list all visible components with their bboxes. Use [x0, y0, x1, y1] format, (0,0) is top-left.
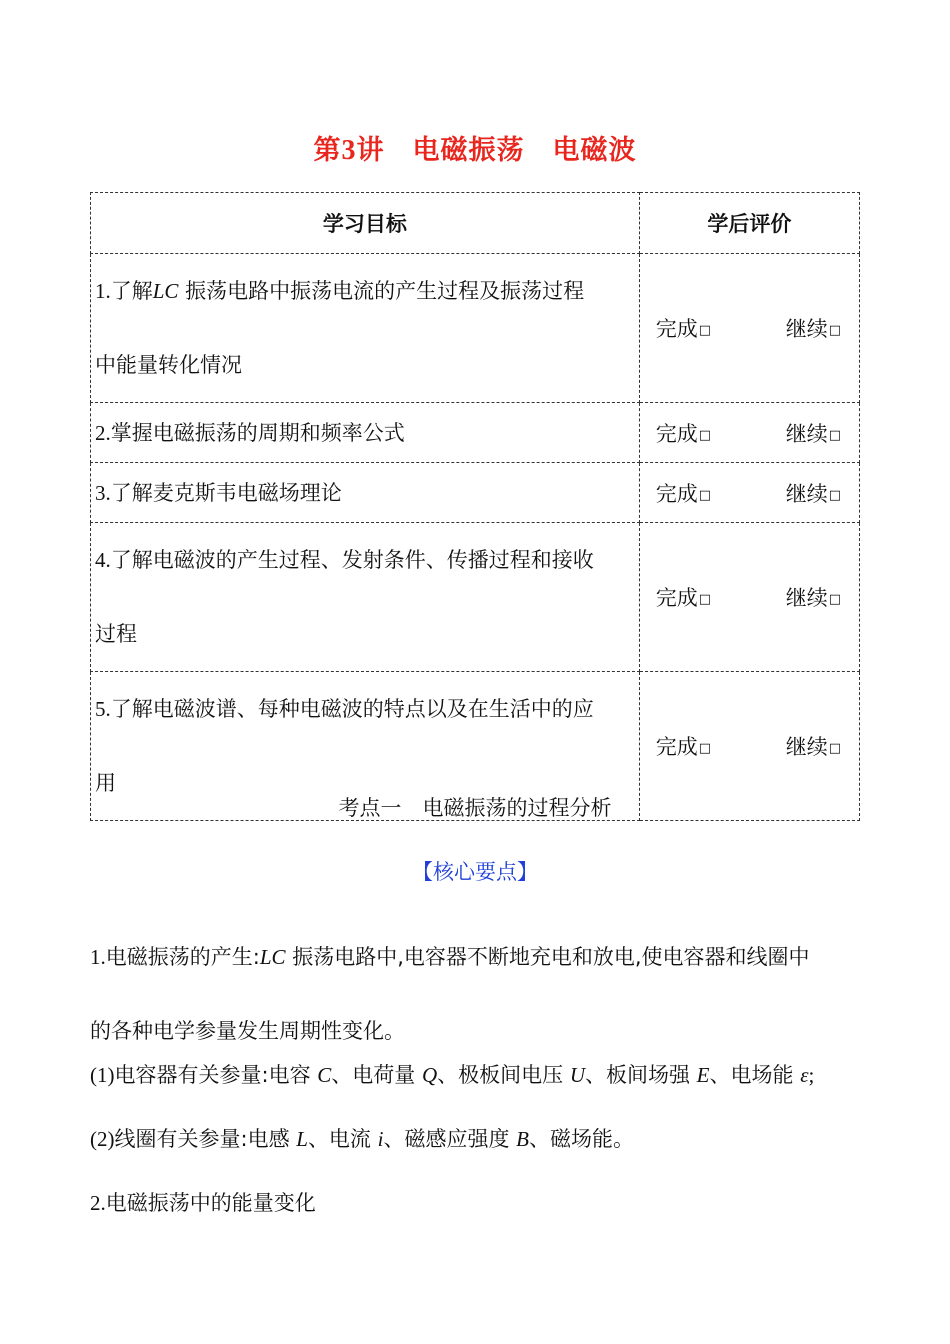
checkbox-icon[interactable]: □: [698, 323, 711, 338]
table-row: [91, 403, 860, 463]
complete-label: 完成: [655, 421, 698, 446]
continue-option[interactable]: [786, 582, 841, 612]
complete-label: 完成: [655, 481, 698, 506]
goal-cell: [91, 403, 640, 463]
checkbox-icon[interactable]: □: [828, 741, 841, 756]
page-title: [0, 128, 950, 167]
learning-goals-table: [90, 192, 860, 821]
continue-option[interactable]: [786, 478, 841, 508]
evaluation-cell: [639, 403, 859, 463]
para-text: 、磁场能。: [528, 1127, 634, 1151]
continue-label: 继续: [785, 481, 828, 506]
para-text: 、电荷量: [331, 1063, 422, 1087]
para-number: 2.: [90, 1191, 106, 1215]
goal-number: 5.: [95, 697, 111, 721]
complete-option[interactable]: [656, 582, 711, 612]
evaluation-cell: [639, 523, 859, 672]
symbol-c: C: [317, 1063, 332, 1087]
goal-number: 1.: [95, 279, 111, 303]
table-header-row: [91, 193, 860, 254]
goal-text: 掌握电磁振荡的周期和频率公式: [110, 420, 405, 445]
goal-text-line2: 用: [95, 771, 116, 795]
para-number: 1.: [90, 945, 106, 969]
para-text: 电磁振荡的产生:: [105, 945, 260, 969]
complete-option[interactable]: [656, 418, 711, 448]
goal-text: 了解电磁波谱、每种电磁波的特点以及在生活中的应: [110, 697, 594, 721]
para-text: 、极板间电压: [437, 1063, 570, 1087]
checkbox-icon[interactable]: □: [698, 427, 711, 443]
title-topic-2: 电磁波: [552, 135, 637, 166]
goal-number: 4.: [95, 548, 111, 572]
complete-option[interactable]: [656, 313, 711, 343]
para-text: 、电场能: [709, 1063, 801, 1087]
para-text: 、电流: [307, 1127, 378, 1151]
symbol-b: B: [516, 1127, 529, 1151]
goal-lc: LC: [152, 279, 179, 303]
paragraph-3: [90, 1124, 870, 1154]
para-punct: ;: [808, 1063, 815, 1087]
continue-label: 继续: [785, 586, 828, 610]
para-number: (2): [90, 1127, 115, 1151]
complete-option[interactable]: [656, 478, 711, 508]
complete-option[interactable]: [656, 731, 711, 761]
checkbox-icon[interactable]: □: [828, 427, 841, 443]
checkbox-icon[interactable]: □: [828, 592, 841, 607]
title-topic-1: 电磁振荡: [412, 135, 525, 166]
evaluation-cell: [639, 254, 859, 403]
table-row: [91, 254, 860, 403]
checkbox-icon[interactable]: □: [698, 592, 711, 607]
goal-number: 2.: [95, 420, 111, 445]
continue-label: 继续: [785, 735, 828, 759]
checkbox-icon[interactable]: □: [828, 487, 841, 503]
goal-text: 振荡电路中振荡电流的产生过程及振荡过程: [178, 279, 585, 303]
paragraph-2: [90, 1060, 870, 1090]
title-lecture-number: 3: [341, 135, 357, 166]
para-text: 电磁振荡中的能量变化: [105, 1191, 316, 1215]
header-evaluation: 学后评价: [639, 193, 859, 254]
table-row: [91, 523, 860, 672]
continue-option[interactable]: [786, 313, 841, 343]
para-text: 、磁感应强度: [383, 1127, 517, 1151]
symbol-e: E: [696, 1063, 710, 1087]
title-prefix: 第: [313, 135, 342, 166]
continue-option[interactable]: [786, 418, 841, 448]
para-text: 电容器有关参量:电容: [114, 1063, 318, 1087]
symbol-epsilon: ε: [800, 1063, 809, 1087]
symbol-i: i: [377, 1127, 384, 1151]
continue-label: 继续: [785, 317, 828, 341]
paragraph-1: [90, 920, 870, 1068]
para-text: 振荡电路中,电容器不断地充电和放电,使电容器和线圈中: [285, 945, 810, 969]
key-points-heading: 【核心要点】: [412, 860, 538, 884]
goal-text: 了解电磁波的产生过程、发射条件、传播过程和接收: [110, 548, 594, 572]
goal-text: 了解麦克斯韦电磁场理论: [110, 480, 342, 505]
section-title: 考点一 电磁振荡的过程分析: [338, 796, 612, 820]
title-suffix: 讲: [356, 135, 385, 166]
goal-text-line2: 中能量转化情况: [95, 353, 242, 377]
symbol-l: L: [296, 1127, 308, 1151]
para-text: 线圈有关参量:电感: [114, 1127, 297, 1151]
goal-cell: [91, 463, 640, 523]
para-number: (1): [90, 1063, 115, 1087]
checkbox-icon[interactable]: □: [698, 487, 711, 503]
complete-label: 完成: [655, 317, 698, 341]
complete-label: 完成: [655, 586, 698, 610]
continue-option[interactable]: [786, 731, 841, 761]
table-row: [91, 463, 860, 523]
complete-label: 完成: [655, 735, 698, 759]
para-text: 、板间场强: [584, 1063, 697, 1087]
goal-cell: [91, 254, 640, 403]
checkbox-icon[interactable]: □: [828, 323, 841, 338]
para-lc: LC: [259, 945, 286, 969]
goal-text: 了解: [110, 279, 153, 303]
header-learning-goal: 学习目标: [91, 193, 640, 254]
checkbox-icon[interactable]: □: [698, 741, 711, 756]
paragraph-4: [90, 1188, 870, 1218]
goal-number: 3.: [95, 480, 111, 505]
evaluation-cell: [639, 463, 859, 523]
para-text-line2: 的各种电学参量发生周期性变化。: [90, 1019, 405, 1043]
symbol-u: U: [569, 1063, 585, 1087]
goal-text-line2: 过程: [95, 622, 137, 646]
goal-cell: [91, 523, 640, 672]
symbol-q: Q: [421, 1063, 438, 1087]
continue-label: 继续: [785, 421, 828, 446]
